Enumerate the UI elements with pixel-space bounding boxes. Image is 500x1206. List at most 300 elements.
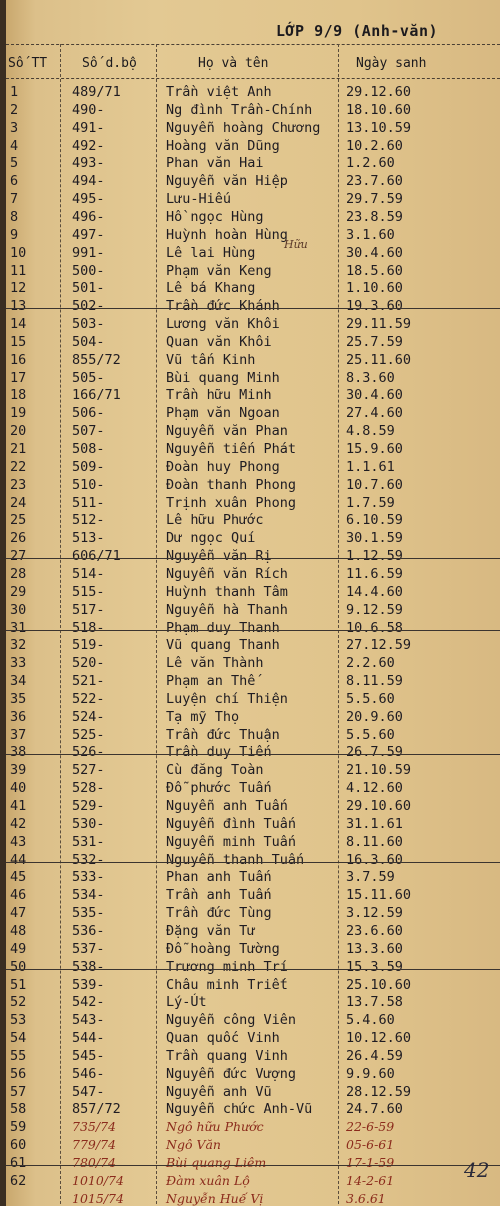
list-item (6, 637, 500, 655)
row-number: 24 (10, 494, 27, 511)
strike-through-line (6, 1165, 500, 1166)
register-number: 546- (72, 1065, 105, 1082)
birth-date: 1.1.61 (346, 458, 395, 475)
birth-date: 23.8.59 (346, 208, 403, 225)
birth-date: 23.6.60 (346, 922, 403, 939)
register-number: 537- (72, 940, 105, 957)
birth-date: 26.4.59 (346, 1047, 403, 1064)
list-item (6, 1101, 500, 1119)
register-number: 166/71 (72, 387, 121, 404)
row-number: 22 (10, 458, 27, 475)
list-item (6, 441, 500, 459)
register-number: 496- (72, 208, 105, 225)
birth-date: 16.3.60 (346, 851, 403, 868)
row-number: 37 (10, 726, 27, 743)
row-number: 55 (10, 1047, 27, 1064)
birth-date: 29.10.60 (346, 798, 412, 814)
birth-date: 25.7.59 (346, 333, 403, 350)
student-name: Huỳnh hoàn Hùng (166, 226, 288, 243)
student-name: Phan văn Hai (166, 155, 264, 172)
student-name: Nguyễn văn Rích (166, 565, 288, 582)
row-number: 60 (10, 1137, 27, 1154)
student-name: Phạm văn Keng (166, 262, 272, 279)
student-name: Phạm duy Thanh (166, 619, 280, 636)
register-number: 490- (72, 101, 105, 118)
student-name: Trần việt Anh (166, 84, 272, 100)
col-header-name: Họ và tên (198, 56, 269, 71)
student-name: Lê lai Hùng (166, 244, 256, 261)
list-item (6, 566, 500, 584)
student-name: Cù đăng Toàn (166, 762, 264, 779)
row-number: 7 (10, 191, 19, 208)
register-number: 855/72 (72, 351, 121, 368)
row-number: 48 (10, 922, 27, 939)
student-name: Đàm xuân Lộ (166, 1172, 250, 1188)
student-name: Lưu-Hiếu (166, 191, 232, 208)
birth-date: 1.12.59 (346, 548, 403, 565)
birth-date: 31.1.61 (346, 815, 403, 832)
row-number: 25 (10, 512, 27, 529)
row-number: 17 (10, 369, 27, 386)
birth-date: 1.10.60 (346, 280, 403, 297)
birth-date: 3.6.61 (346, 1190, 386, 1206)
row-number: 33 (10, 655, 27, 672)
student-name: Nguyễn minh Tuấn (166, 833, 297, 850)
birth-date: 14-2-61 (346, 1172, 395, 1188)
col-header-stt: Số TT (8, 56, 48, 71)
row-number: 23 (10, 476, 27, 493)
birth-date: 2.2.60 (346, 655, 395, 672)
birth-date: 10.7.60 (346, 476, 403, 493)
row-number: 8 (10, 208, 19, 225)
student-name: Trần đức Tùng (166, 905, 272, 922)
register-number: 501- (72, 280, 105, 297)
list-item (6, 905, 500, 923)
row-number: 35 (10, 690, 27, 707)
birth-date: 26.7.59 (346, 744, 403, 761)
register-number: 514- (72, 565, 105, 582)
birth-date: 18.10.60 (346, 101, 412, 118)
row-number: 42 (10, 815, 27, 832)
register-number: 521- (72, 673, 105, 690)
row-number: 27 (10, 548, 27, 565)
register-number: 533- (72, 869, 105, 886)
student-name: Nguyễn đức Vượng (166, 1065, 297, 1082)
student-name: Trần quang Vinh (166, 1047, 288, 1064)
list-item (6, 1155, 500, 1173)
birth-date: 4.8.59 (346, 423, 395, 440)
birth-date: 10.12.60 (346, 1030, 412, 1047)
list-item (6, 959, 500, 977)
list-item (6, 1137, 500, 1155)
student-name: Nguyễn văn Rị (166, 548, 272, 565)
list-item (6, 298, 500, 316)
birth-date: 10.2.60 (346, 137, 403, 154)
birth-date: 8.3.60 (346, 369, 395, 386)
list-item (6, 209, 500, 227)
student-name: Lê bá Khang (166, 280, 256, 297)
birth-date: 10.6.58 (346, 619, 403, 636)
row-number: 3 (10, 119, 19, 136)
list-item (6, 316, 500, 334)
list-item (6, 762, 500, 780)
row-number: 61 (10, 1155, 27, 1171)
row-number: 19 (10, 405, 27, 422)
student-name: Lương văn Khôi (166, 316, 280, 333)
student-name: Nguyễn anh Tuấn (166, 798, 288, 814)
row-number: 4 (10, 137, 19, 154)
list-item (6, 780, 500, 798)
row-number: 50 (10, 958, 27, 975)
register-number: 511- (72, 494, 105, 511)
student-name: Quan văn Khôi (166, 333, 272, 350)
birth-date: 15.3.59 (346, 958, 403, 975)
register-number: 779/74 (72, 1137, 116, 1153)
student-name: Dư ngọc Quí (166, 530, 256, 547)
row-number: 36 (10, 708, 27, 725)
student-name: Nguyễn văn Hiệp (166, 173, 288, 190)
list-item (6, 352, 500, 370)
student-name: Ngô hữu Phước (166, 1119, 264, 1135)
row-number: 53 (10, 1012, 27, 1029)
birth-date: 3.7.59 (346, 869, 395, 886)
list-item (6, 191, 500, 209)
birth-date: 29.11.59 (346, 316, 412, 333)
birth-date: 30.4.60 (346, 387, 403, 404)
column-header-row (6, 50, 500, 80)
register-number: 513- (72, 530, 105, 547)
birth-date: 1.2.60 (346, 155, 395, 172)
student-name: Nguyễn công Viên (166, 1012, 297, 1029)
register-number: 1010/74 (72, 1172, 124, 1188)
student-name: Đoàn thanh Phong (166, 476, 297, 493)
register-number: 543- (72, 1012, 105, 1029)
list-item (6, 459, 500, 477)
birth-date: 9.12.59 (346, 601, 403, 618)
student-name: Vũ quang Thanh (166, 637, 280, 654)
row-number: 43 (10, 833, 27, 850)
register-number: 532- (72, 851, 105, 868)
list-item (6, 334, 500, 352)
register-number: 525- (72, 726, 105, 743)
list-item (6, 245, 500, 263)
row-number: 45 (10, 869, 27, 886)
register-number: 500- (72, 262, 105, 279)
student-name: Nguyễn hoàng Chương (166, 119, 321, 136)
row-number: 12 (10, 280, 27, 297)
birth-date: 19.3.60 (346, 298, 403, 315)
student-name: Đỗ hoàng Tường (166, 940, 280, 957)
row-number: 38 (10, 744, 27, 761)
register-number: 510- (72, 476, 105, 493)
student-name: Nguyễn chức Anh-Vũ (166, 1101, 313, 1118)
register-number: 491- (72, 119, 105, 136)
register-number: 494- (72, 173, 105, 190)
list-item (6, 263, 500, 281)
register-number: 531- (72, 833, 105, 850)
list-item (6, 655, 500, 673)
row-number: 18 (10, 387, 27, 404)
student-name: Trương minh Trí (166, 958, 288, 975)
student-name: Hoàng văn Dũng (166, 137, 280, 154)
student-name: Đặng văn Tư (166, 922, 256, 939)
list-item (6, 1084, 500, 1102)
birth-date: 30.4.60 (346, 244, 403, 261)
row-number: 10 (10, 244, 27, 261)
birth-date: 8.11.60 (346, 833, 403, 850)
row-number: 16 (10, 351, 27, 368)
birth-date: 21.10.59 (346, 762, 412, 779)
list-item (6, 869, 500, 887)
register-number: 534- (72, 887, 105, 904)
row-number: 41 (10, 798, 27, 814)
student-name: Huỳnh thanh Tâm (166, 583, 288, 600)
birth-date: 5.4.60 (346, 1012, 395, 1029)
row-number: 49 (10, 940, 27, 957)
row-number: 58 (10, 1101, 27, 1118)
student-name: Bùi quang Liêm (166, 1155, 267, 1170)
register-number: 519- (72, 637, 105, 654)
list-item (6, 102, 500, 120)
birth-date: 13.10.59 (346, 119, 412, 136)
strike-through-line (6, 969, 500, 970)
strike-through-line (6, 862, 500, 863)
student-name: Phan anh Tuấn (166, 869, 272, 886)
list-item (6, 370, 500, 388)
list-item (6, 548, 500, 566)
register-number: 504- (72, 333, 105, 350)
list-item (6, 1030, 500, 1048)
list-item (6, 1066, 500, 1084)
list-item (6, 834, 500, 852)
student-name: Nguyễn anh Vũ (166, 1083, 272, 1100)
register-number: 522- (72, 690, 105, 707)
row-number: 2 (10, 101, 19, 118)
register-number: 539- (72, 976, 105, 993)
row-number: 54 (10, 1030, 27, 1047)
row-number: 29 (10, 583, 27, 600)
register-number: 530- (72, 815, 105, 832)
birth-date: 27.4.60 (346, 405, 403, 422)
margin-note: Hữu (284, 238, 308, 251)
row-number: 5 (10, 155, 19, 172)
col-header-so: Số d.bộ (82, 56, 137, 71)
list-item (6, 227, 500, 245)
register-number: 503- (72, 316, 105, 333)
row-number: 15 (10, 333, 27, 350)
list-item (6, 1173, 500, 1191)
student-name: Nguyễn thanh Tuấn (166, 851, 305, 868)
class-title: LỚP 9/9 (Anh-văn) (276, 22, 439, 40)
list-item (6, 994, 500, 1012)
list-item (6, 602, 500, 620)
student-name: Trần anh Tuấn (166, 887, 272, 904)
birth-date: 13.3.60 (346, 940, 403, 957)
birth-date: 25.11.60 (346, 351, 412, 368)
birth-date: 05-6-61 (346, 1137, 395, 1153)
birth-date: 13.7.58 (346, 994, 403, 1011)
student-name: Nguyễn văn Phan (166, 423, 288, 440)
register-number: 545- (72, 1047, 105, 1064)
row-number: 57 (10, 1083, 27, 1100)
register-number: 515- (72, 583, 105, 600)
list-item (6, 941, 500, 959)
birth-date: 22-6-59 (346, 1119, 395, 1135)
list-item (6, 584, 500, 602)
list-item (6, 1191, 500, 1206)
register-number: 502- (72, 298, 105, 315)
register-number: 606/71 (72, 548, 121, 565)
student-name: Phạm văn Ngoan (166, 405, 280, 422)
list-item (6, 620, 500, 638)
row-number: 32 (10, 637, 27, 654)
header-bottom-dash (6, 78, 500, 79)
register-number: 497- (72, 226, 105, 243)
register-number: 535- (72, 905, 105, 922)
student-name: Trần hữu Minh (166, 387, 272, 404)
register-number: 505- (72, 369, 105, 386)
row-number: 21 (10, 441, 27, 457)
row-number: 13 (10, 298, 27, 315)
birth-date: 18.5.60 (346, 262, 403, 279)
list-item (6, 744, 500, 762)
list-item (6, 530, 500, 548)
birth-date: 23.7.60 (346, 173, 403, 190)
register-page (6, 0, 500, 1206)
row-number: 46 (10, 887, 27, 904)
birth-date: 9.9.60 (346, 1065, 395, 1082)
row-number: 39 (10, 762, 27, 779)
col-header-date: Ngày sanh (356, 56, 427, 71)
register-number: 857/72 (72, 1101, 121, 1118)
birth-date: 30.1.59 (346, 530, 403, 547)
register-number: 506- (72, 405, 105, 422)
student-name: Quan quốc Vinh (166, 1030, 280, 1047)
strike-through-line (6, 308, 500, 309)
student-name: Lê văn Thành (166, 655, 264, 672)
student-name: Châu minh Triết (166, 976, 288, 993)
student-name: Trịnh xuân Phong (166, 494, 297, 511)
register-number: 542- (72, 994, 105, 1011)
list-item (6, 495, 500, 513)
list-item (6, 84, 500, 102)
birth-date: 3.12.59 (346, 905, 403, 922)
list-item (6, 727, 500, 745)
list-item (6, 852, 500, 870)
student-name: Nguyễn Huế Vị (166, 1190, 264, 1206)
page-number: 42 (464, 1158, 490, 1182)
register-number: 735/74 (72, 1119, 116, 1135)
register-number: 538- (72, 958, 105, 975)
header-top-dash (6, 44, 500, 45)
list-item (6, 1119, 500, 1137)
list-item (6, 405, 500, 423)
list-item (6, 477, 500, 495)
register-number: 495- (72, 191, 105, 208)
register-number: 547- (72, 1083, 105, 1100)
strike-through-line (6, 630, 500, 631)
row-number: 1 (10, 84, 19, 100)
row-number: 47 (10, 905, 27, 922)
row-number: 59 (10, 1119, 27, 1136)
list-item (6, 1048, 500, 1066)
register-number: 509- (72, 458, 105, 475)
register-number: 512- (72, 512, 105, 529)
row-number: 62 (10, 1172, 27, 1189)
row-number: 52 (10, 994, 27, 1011)
birth-date: 5.5.60 (346, 726, 395, 743)
birth-date: 6.10.59 (346, 512, 403, 529)
student-name: Nguyễn đình Tuấn (166, 815, 297, 832)
register-number: 526- (72, 744, 105, 761)
list-item (6, 423, 500, 441)
register-number: 529- (72, 798, 105, 814)
student-name: Đoàn huy Phong (166, 458, 280, 475)
student-name: Trần đức Khánh (166, 298, 280, 315)
list-item (6, 691, 500, 709)
birth-date: 15.11.60 (346, 887, 412, 904)
student-name: Ngô Văn (166, 1137, 221, 1153)
row-number: 14 (10, 316, 27, 333)
list-item (6, 816, 500, 834)
register-number: 1015/74 (72, 1190, 124, 1206)
strike-through-line (6, 754, 500, 755)
birth-date: 25.10.60 (346, 976, 412, 993)
register-number: 508- (72, 441, 105, 457)
list-item (6, 709, 500, 727)
register-number: 492- (72, 137, 105, 154)
student-name: Luyện chí Thiện (166, 690, 288, 707)
birth-date: 4.12.60 (346, 780, 403, 797)
register-number: 527- (72, 762, 105, 779)
list-item (6, 155, 500, 173)
list-item (6, 138, 500, 156)
register-number: 493- (72, 155, 105, 172)
list-item (6, 1012, 500, 1030)
list-item (6, 173, 500, 191)
row-number: 9 (10, 226, 19, 243)
birth-date: 28.12.59 (346, 1083, 412, 1100)
register-number: 524- (72, 708, 105, 725)
register-number: 536- (72, 922, 105, 939)
row-number: 26 (10, 530, 27, 547)
birth-date: 29.7.59 (346, 191, 403, 208)
row-number: 44 (10, 851, 27, 868)
student-name: Bùi quang Minh (166, 369, 280, 386)
list-item (6, 120, 500, 138)
row-number: 20 (10, 423, 27, 440)
row-number: 28 (10, 565, 27, 582)
register-number: 780/74 (72, 1155, 116, 1170)
register-number: 991- (72, 244, 105, 261)
birth-date: 29.12.60 (346, 84, 412, 100)
birth-date: 17-1-59 (346, 1155, 395, 1170)
list-item (6, 280, 500, 298)
register-number: 517- (72, 601, 105, 618)
birth-date: 27.12.59 (346, 637, 412, 654)
birth-date: 3.1.60 (346, 226, 395, 243)
row-number: 30 (10, 601, 27, 618)
strike-through-line (6, 558, 500, 559)
register-number: 489/71 (72, 84, 121, 100)
student-name: Tạ mỹ Thọ (166, 708, 240, 725)
birth-date: 14.4.60 (346, 583, 403, 600)
student-name: Lê hữu Phước (166, 512, 264, 529)
birth-date: 15.9.60 (346, 441, 403, 457)
birth-date: 20.9.60 (346, 708, 403, 725)
row-number: 56 (10, 1065, 27, 1082)
row-number: 40 (10, 780, 27, 797)
